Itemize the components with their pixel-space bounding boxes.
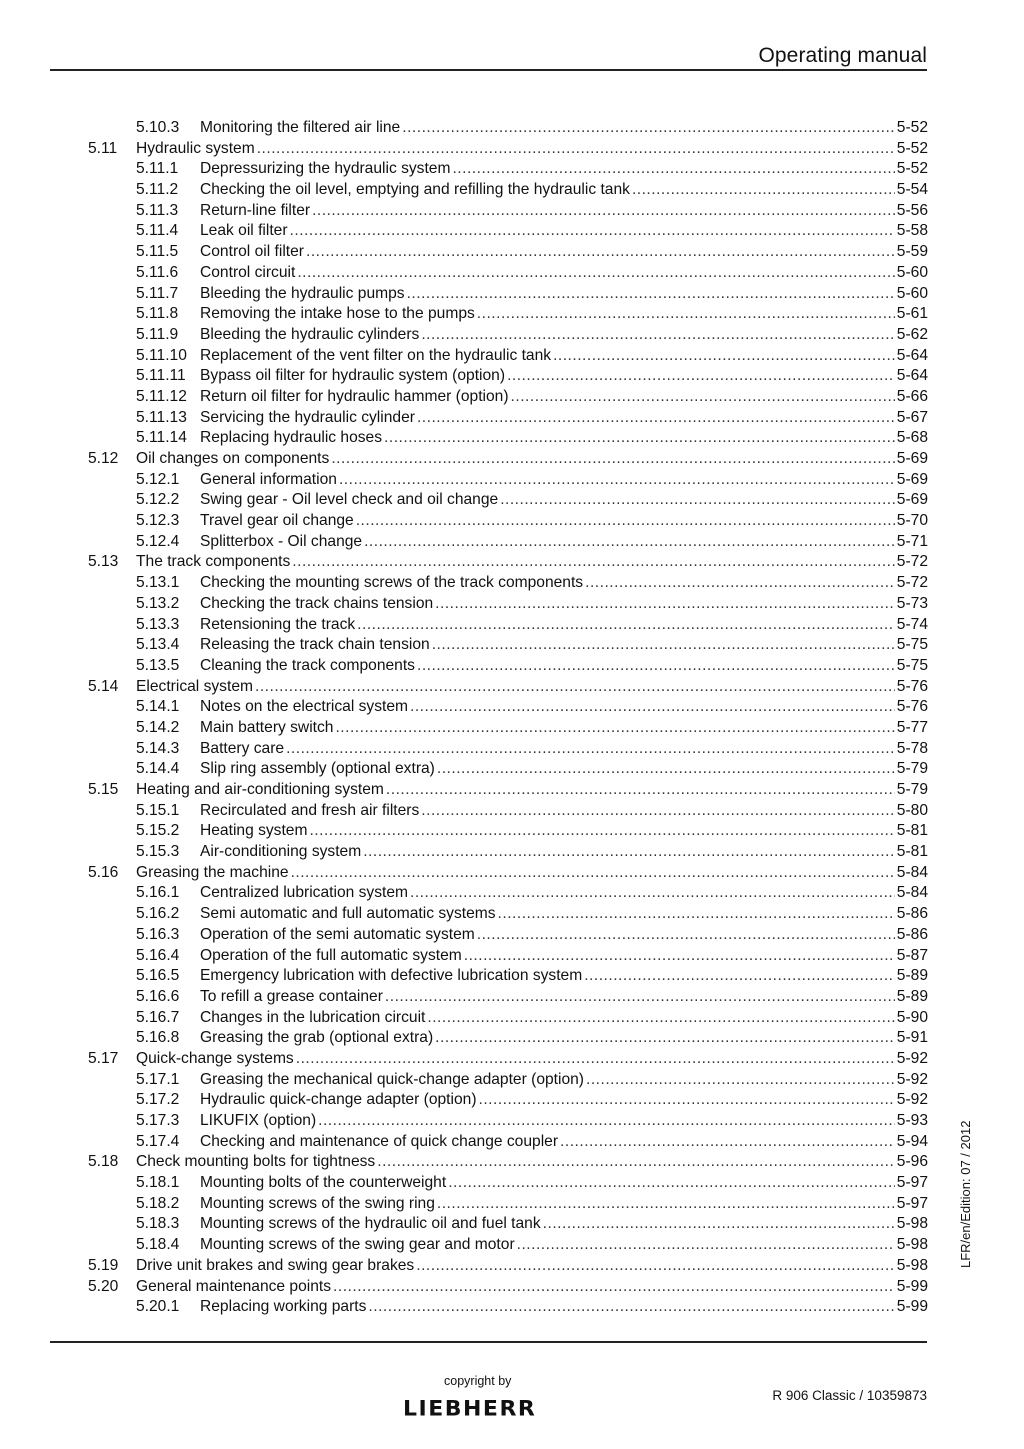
toc-entry [88, 1111, 928, 1132]
toc-entry [88, 987, 928, 1008]
toc-entry-page: 5-61 [896, 305, 928, 323]
toc-entry-title: Greasing the grab (optional extra) [200, 1029, 434, 1047]
toc-entry-page: 5-80 [896, 801, 928, 819]
copyright-text: copyright by [444, 1374, 512, 1388]
toc-entry-number: 5.17.2 [136, 1091, 180, 1109]
toc-leader-dots [286, 739, 895, 760]
toc-entry-number: 5.13.5 [136, 656, 180, 674]
toc-entry-title: Greasing the machine [136, 863, 289, 881]
toc-leader-dots [335, 718, 894, 739]
toc-entry-title: Mounting screws of the hydraulic oil and fuel tank [200, 1215, 541, 1233]
toc-entry-number: 5.18.1 [136, 1174, 180, 1192]
toc-leader-dots [435, 1028, 895, 1049]
toc-entry-title: Air-conditioning system [200, 843, 362, 861]
toc-entry-number: 5.15.2 [136, 822, 180, 840]
toc-entry [88, 387, 928, 408]
toc-entry-number: 5.16.6 [136, 987, 180, 1005]
toc-entry-number: 5.12.2 [136, 491, 180, 509]
toc-entry-title: Drive unit brakes and swing gear brakes [136, 1256, 415, 1274]
toc-entry-number: 5.10.3 [136, 119, 180, 136]
table-of-contents [88, 118, 928, 1318]
toc-entry [88, 780, 928, 801]
toc-entry-page: 5-74 [896, 615, 928, 633]
toc-entry-page: 5-98 [896, 1256, 928, 1274]
toc-leader-dots [410, 697, 895, 718]
toc-entry [88, 718, 928, 739]
toc-entry [88, 966, 928, 987]
toc-entry-page: 5-72 [896, 574, 928, 592]
toc-entry-number: 5.13.2 [136, 594, 180, 612]
toc-entry [88, 263, 928, 284]
toc-entry-number: 5.11.11 [136, 367, 186, 385]
toc-entry-page: 5-76 [896, 698, 928, 716]
toc-entry [88, 1173, 928, 1194]
toc-leader-dots [363, 842, 895, 863]
toc-entry [88, 408, 928, 429]
toc-entry [88, 842, 928, 863]
toc-entry [88, 552, 928, 573]
toc-entry-title: Replacing hydraulic hoses [200, 429, 383, 447]
toc-entry [88, 490, 928, 511]
toc-entry-page: 5-67 [896, 408, 928, 426]
toc-entry [88, 1235, 928, 1256]
toc-entry-number: 5.12.3 [136, 512, 180, 530]
toc-entry-page: 5-98 [896, 1215, 928, 1233]
toc-entry-number: 5.16.4 [136, 946, 180, 964]
toc-entry-page: 5-94 [896, 1132, 928, 1150]
toc-leader-dots [543, 1214, 895, 1235]
toc-entry-number: 5.13.3 [136, 615, 180, 633]
toc-leader-dots [586, 1070, 895, 1091]
toc-entry-number: 5.14.4 [136, 760, 180, 778]
toc-entry [88, 511, 928, 532]
toc-entry-title: Emergency lubrication with defective lubrication system [200, 967, 583, 985]
toc-leader-dots [257, 139, 895, 160]
toc-leader-dots [435, 594, 895, 615]
toc-entry-title: Replacement of the vent filter on the hydraulic tank [200, 346, 552, 364]
toc-entry [88, 1049, 928, 1070]
toc-leader-dots [517, 1235, 895, 1256]
toc-entry [88, 470, 928, 491]
toc-entry-title: Operation of the semi automatic system [200, 925, 475, 943]
toc-entry-page: 5-70 [896, 512, 928, 530]
toc-entry-number: 5.11.14 [136, 429, 187, 447]
toc-entry-number: 5.20.1 [136, 1298, 180, 1316]
toc-entry-page: 5-84 [896, 884, 928, 902]
toc-entry-number: 5.19 [88, 1256, 119, 1274]
toc-entry-page: 5-79 [896, 760, 928, 778]
toc-entry-number: 5.18.4 [136, 1236, 180, 1254]
toc-leader-dots [402, 118, 895, 139]
toc-leader-dots [318, 1111, 895, 1132]
toc-entry [88, 1194, 928, 1215]
toc-entry-number: 5.11.10 [136, 346, 187, 364]
toc-entry-title: Battery care [200, 739, 285, 757]
toc-leader-dots [417, 408, 895, 429]
toc-entry [88, 284, 928, 305]
toc-entry-page: 5-58 [896, 222, 928, 240]
toc-leader-dots [421, 325, 894, 346]
toc-entry [88, 532, 928, 553]
toc-entry-number: 5.16.5 [136, 967, 180, 985]
toc-entry-title: Return oil filter for hydraulic hammer (option) [200, 387, 509, 405]
toc-entry-title: Checking and maintenance of quick change coupler [200, 1132, 559, 1150]
toc-entry-page: 5-56 [896, 201, 928, 219]
toc-entry-number: 5.15 [88, 781, 119, 798]
toc-entry-title: Centralized lubrication system [200, 884, 409, 902]
toc-leader-dots [477, 304, 895, 325]
toc-entry-page: 5-54 [896, 181, 928, 199]
toc-entry [88, 677, 928, 698]
toc-entry [88, 221, 928, 242]
toc-leader-dots [292, 552, 895, 573]
toc-leader-dots [290, 221, 895, 242]
toc-entry-title: Operation of the full automatic system [200, 946, 462, 964]
toc-entry-number: 5.18.3 [136, 1215, 180, 1233]
toc-entry [88, 304, 928, 325]
toc-entry-title: Bypass oil filter for hydraulic system (option) [200, 367, 506, 385]
toc-entry-number: 5.11.4 [136, 222, 179, 240]
toc-leader-dots [500, 490, 895, 511]
toc-entry-title: Notes on the electrical system [200, 698, 409, 716]
toc-entry-page: 5-96 [896, 1153, 928, 1171]
toc-entry-title: Quick-change systems [136, 1049, 294, 1067]
toc-leader-dots [437, 759, 895, 780]
toc-entry-page: 5-84 [896, 863, 928, 881]
toc-leader-dots [385, 987, 895, 1008]
toc-entry-title: Checking the mounting screws of the track components [200, 574, 584, 592]
toc-entry-title: Bleeding the hydraulic pumps [200, 284, 405, 302]
toc-entry-page: 5-77 [896, 718, 928, 736]
toc-entry-number: 5.16 [88, 863, 119, 881]
toc-entry-number: 5.11.9 [136, 325, 179, 343]
toc-entry-page: 5-75 [896, 636, 928, 654]
toc-entry-page: 5-66 [896, 387, 928, 405]
toc-entry-number: 5.16.3 [136, 925, 180, 943]
toc-entry-number: 5.17 [88, 1049, 119, 1067]
document-reference: R 906 Classic / 10359873 [772, 1388, 927, 1403]
toc-entry-number: 5.11.6 [136, 263, 179, 281]
toc-leader-dots [357, 615, 895, 636]
toc-entry [88, 615, 928, 636]
toc-entry-page: 5-98 [896, 1236, 928, 1254]
toc-leader-dots [464, 946, 895, 967]
toc-entry-title: Semi automatic and full automatic systems [200, 905, 496, 923]
toc-entry-title: Checking the oil level, emptying and refilling the hydraulic tank [200, 181, 630, 199]
toc-leader-dots [333, 1277, 895, 1298]
toc-entry-title: Hydraulic quick-change adapter (option) [200, 1091, 477, 1109]
toc-entry [88, 1028, 928, 1049]
toc-entry [88, 697, 928, 718]
toc-entry-page: 5-97 [896, 1194, 928, 1212]
toc-entry-page: 5-72 [896, 553, 928, 571]
toc-entry-title: Heating and air-conditioning system [136, 781, 384, 798]
toc-entry-page: 5-73 [896, 594, 928, 612]
toc-entry-page: 5-86 [896, 905, 928, 923]
toc-entry-title: Checking the track chains tension [200, 594, 434, 612]
toc-leader-dots [479, 1090, 895, 1111]
toc-leader-dots [421, 801, 895, 822]
toc-leader-dots [427, 1008, 894, 1029]
toc-entry-page: 5-52 [896, 119, 928, 136]
toc-entry [88, 1152, 928, 1173]
toc-entry-title: Check mounting bolts for tightness [136, 1153, 376, 1171]
toc-leader-dots [309, 821, 894, 842]
toc-leader-dots [306, 242, 895, 263]
toc-entry-number: 5.13.1 [136, 574, 180, 592]
toc-leader-dots [507, 366, 895, 387]
toc-entry-number: 5.20 [88, 1277, 119, 1295]
toc-leader-dots [553, 346, 895, 367]
toc-entry-page: 5-64 [896, 367, 928, 385]
toc-leader-dots [377, 1152, 895, 1173]
toc-entry-title: The track components [136, 553, 291, 571]
toc-entry-page: 5-93 [896, 1112, 928, 1129]
toc-entry [88, 1008, 928, 1029]
toc-entry [88, 925, 928, 946]
toc-entry [88, 242, 928, 263]
toc-entry-title: Servicing the hydraulic cylinder [200, 408, 415, 426]
toc-entry-number: 5.13.4 [136, 636, 180, 654]
toc-entry [88, 801, 928, 822]
toc-entry [88, 594, 928, 615]
toc-leader-dots [255, 677, 895, 698]
toc-entry-title: Slip ring assembly (optional extra) [200, 760, 435, 778]
toc-entry [88, 201, 928, 222]
toc-entry-page: 5-92 [896, 1091, 928, 1109]
toc-entry-title: Changes in the lubrication circuit [200, 1008, 426, 1026]
toc-entry-page: 5-92 [896, 1070, 928, 1088]
toc-entry-title: Return-line filter [200, 201, 311, 219]
toc-entry-title: Heating system [200, 822, 308, 840]
toc-entry-page: 5-99 [896, 1298, 928, 1316]
toc-leader-dots [560, 1132, 895, 1153]
toc-entry-title: Swing gear - Oil level check and oil change [200, 491, 499, 509]
toc-entry-number: 5.11.8 [136, 305, 179, 323]
toc-entry-title: Control circuit [200, 263, 296, 281]
toc-entry-page: 5-71 [896, 532, 928, 550]
toc-entry-page: 5-90 [896, 1008, 928, 1026]
toc-entry [88, 946, 928, 967]
toc-entry [88, 656, 928, 677]
toc-entry-title: Releasing the track chain tension [200, 636, 430, 654]
toc-entry-page: 5-81 [896, 843, 928, 861]
toc-entry [88, 1277, 928, 1298]
toc-entry [88, 346, 928, 367]
toc-entry-title: Mounting screws of the swing gear and motor [200, 1236, 515, 1254]
toc-entry-title: Splitterbox - Oil change [200, 532, 363, 550]
toc-entry-title: Retensioning the track [200, 615, 356, 633]
footer-rule [50, 1341, 927, 1343]
toc-entry [88, 883, 928, 904]
toc-leader-dots [331, 449, 894, 470]
toc-entry-page: 5-97 [896, 1174, 928, 1192]
toc-leader-dots [417, 656, 895, 677]
toc-entry-number: 5.11.3 [136, 201, 179, 219]
toc-entry-title: Travel gear oil change [200, 512, 354, 530]
toc-entry-page: 5-91 [896, 1029, 928, 1047]
toc-leader-dots [585, 573, 895, 594]
toc-entry-page: 5-76 [896, 677, 928, 695]
toc-entry-page: 5-75 [896, 656, 928, 674]
toc-entry-number: 5.16.1 [136, 884, 180, 902]
toc-leader-dots [452, 159, 894, 180]
toc-entry-page: 5-68 [896, 429, 928, 447]
toc-entry-page: 5-69 [896, 491, 928, 509]
toc-leader-dots [312, 201, 895, 222]
toc-entry-number: 5.12.1 [136, 470, 180, 488]
toc-entry-title: LIKUFIX (option) [200, 1112, 317, 1129]
toc-entry-title: Hydraulic system [136, 139, 255, 157]
toc-leader-dots [297, 263, 894, 284]
toc-entry-page: 5-69 [896, 470, 928, 488]
toc-entry [88, 1297, 928, 1318]
toc-entry-page: 5-79 [896, 781, 928, 798]
toc-entry-number: 5.11.1 [136, 160, 179, 178]
edition-label: LFR/en/Edition: 07 / 2012 [958, 1120, 973, 1268]
toc-entry [88, 863, 928, 884]
toc-entry [88, 635, 928, 656]
toc-entry-title: Cleaning the track components [200, 656, 415, 674]
toc-entry-title: Leak oil filter [200, 222, 288, 240]
toc-entry-number: 5.14.2 [136, 718, 180, 736]
toc-entry-title: Monitoring the filtered air line [200, 119, 401, 136]
toc-entry-number: 5.14 [88, 677, 119, 695]
toc-entry [88, 904, 928, 925]
toc-entry-title: To refill a grease container [200, 987, 383, 1005]
toc-entry-number: 5.12.4 [136, 532, 180, 550]
toc-entry-title: Mounting bolts of the counterweight [200, 1174, 447, 1192]
toc-entry-page: 5-89 [896, 987, 928, 1005]
toc-entry-page: 5-92 [896, 1049, 928, 1067]
toc-entry-number: 5.11.7 [136, 284, 179, 302]
toc-entry-title: General maintenance points [136, 1277, 332, 1295]
toc-entry-number: 5.11.12 [136, 387, 187, 405]
toc-entry-number: 5.12 [88, 450, 119, 467]
toc-entry-number: 5.15.3 [136, 843, 180, 861]
toc-leader-dots [356, 511, 895, 532]
toc-entry-number: 5.11 [88, 139, 118, 157]
toc-entry-number: 5.17.1 [136, 1070, 180, 1088]
toc-entry-title: Recirculated and fresh air filters [200, 801, 420, 819]
toc-entry-page: 5-60 [896, 284, 928, 302]
toc-entry-title: Oil changes on components [136, 450, 330, 467]
toc-entry-title: Mounting screws of the swing ring [200, 1194, 435, 1212]
toc-entry [88, 739, 928, 760]
toc-entry-number: 5.14.3 [136, 739, 180, 757]
toc-entry-page: 5-60 [896, 263, 928, 281]
toc-entry-title: Electrical system [136, 677, 253, 695]
toc-leader-dots [632, 180, 895, 201]
toc-entry [88, 1214, 928, 1235]
toc-entry-number: 5.13 [88, 553, 119, 571]
toc-entry [88, 1070, 928, 1091]
toc-entry-page: 5-59 [896, 243, 928, 261]
toc-entry-title: Removing the intake hose to the pumps [200, 305, 475, 323]
toc-entry-page: 5-64 [896, 346, 928, 364]
toc-entry-page: 5-81 [896, 822, 928, 840]
toc-leader-dots [291, 863, 895, 884]
toc-entry-title: Depressurizing the hydraulic system [200, 160, 451, 178]
toc-leader-dots [364, 532, 895, 553]
toc-leader-dots [584, 966, 895, 987]
toc-entry-number: 5.17.4 [136, 1132, 180, 1150]
toc-entry [88, 449, 928, 470]
toc-leader-dots [384, 428, 895, 449]
toc-entry-number: 5.14.1 [136, 698, 180, 716]
header-rule [50, 69, 927, 71]
toc-entry [88, 180, 928, 201]
toc-entry-title: Control oil filter [200, 243, 304, 261]
toc-entry-number: 5.17.3 [136, 1112, 180, 1129]
toc-entry-page: 5-99 [896, 1277, 928, 1295]
toc-entry-number: 5.18 [88, 1153, 119, 1171]
page-header-title: Operating manual [758, 44, 927, 67]
toc-entry-number: 5.11.2 [136, 181, 179, 199]
toc-leader-dots [437, 1194, 895, 1215]
toc-entry-title: Greasing the mechanical quick-change adapter (option) [200, 1070, 585, 1088]
toc-entry-number: 5.11.5 [136, 243, 179, 261]
toc-entry [88, 759, 928, 780]
toc-entry [88, 821, 928, 842]
toc-entry-number: 5.16.8 [136, 1029, 180, 1047]
toc-leader-dots [339, 470, 895, 491]
toc-entry [88, 1132, 928, 1153]
toc-entry-number: 5.11.13 [136, 408, 187, 426]
toc-leader-dots [407, 284, 895, 305]
toc-entry-title: General information [200, 470, 337, 488]
toc-entry-title: Bleeding the hydraulic cylinders [200, 325, 420, 343]
toc-leader-dots [416, 1256, 895, 1277]
toc-entry-number: 5.15.1 [136, 801, 180, 819]
toc-entry-page: 5-62 [896, 325, 928, 343]
toc-entry-title: Replacing working parts [200, 1298, 367, 1316]
toc-entry-number: 5.16.7 [136, 1008, 180, 1026]
toc-entry-number: 5.18.2 [136, 1194, 180, 1212]
toc-entry [88, 325, 928, 346]
toc-entry [88, 159, 928, 180]
toc-entry-page: 5-89 [896, 967, 928, 985]
toc-entry-title: Main battery switch [200, 718, 334, 736]
toc-entry [88, 1256, 928, 1277]
toc-entry-page: 5-69 [896, 450, 928, 467]
toc-leader-dots [448, 1173, 895, 1194]
toc-leader-dots [296, 1049, 895, 1070]
toc-entry-page: 5-78 [896, 739, 928, 757]
liebherr-logo: LIEBHERR [403, 1397, 537, 1422]
toc-entry-page: 5-87 [896, 946, 928, 964]
toc-leader-dots [432, 635, 895, 656]
toc-leader-dots [410, 883, 895, 904]
toc-entry-number: 5.16.2 [136, 905, 180, 923]
toc-entry [88, 573, 928, 594]
toc-entry [88, 428, 928, 449]
toc-entry [88, 366, 928, 387]
toc-entry [88, 1090, 928, 1111]
toc-leader-dots [477, 925, 895, 946]
toc-entry-page: 5-52 [896, 160, 928, 178]
toc-leader-dots [498, 904, 895, 925]
toc-leader-dots [511, 387, 895, 408]
toc-entry-page: 5-86 [896, 925, 928, 943]
toc-entry [88, 139, 928, 160]
toc-entry [88, 118, 928, 139]
toc-leader-dots [368, 1297, 894, 1318]
toc-entry-page: 5-52 [896, 139, 928, 157]
toc-leader-dots [386, 780, 895, 801]
